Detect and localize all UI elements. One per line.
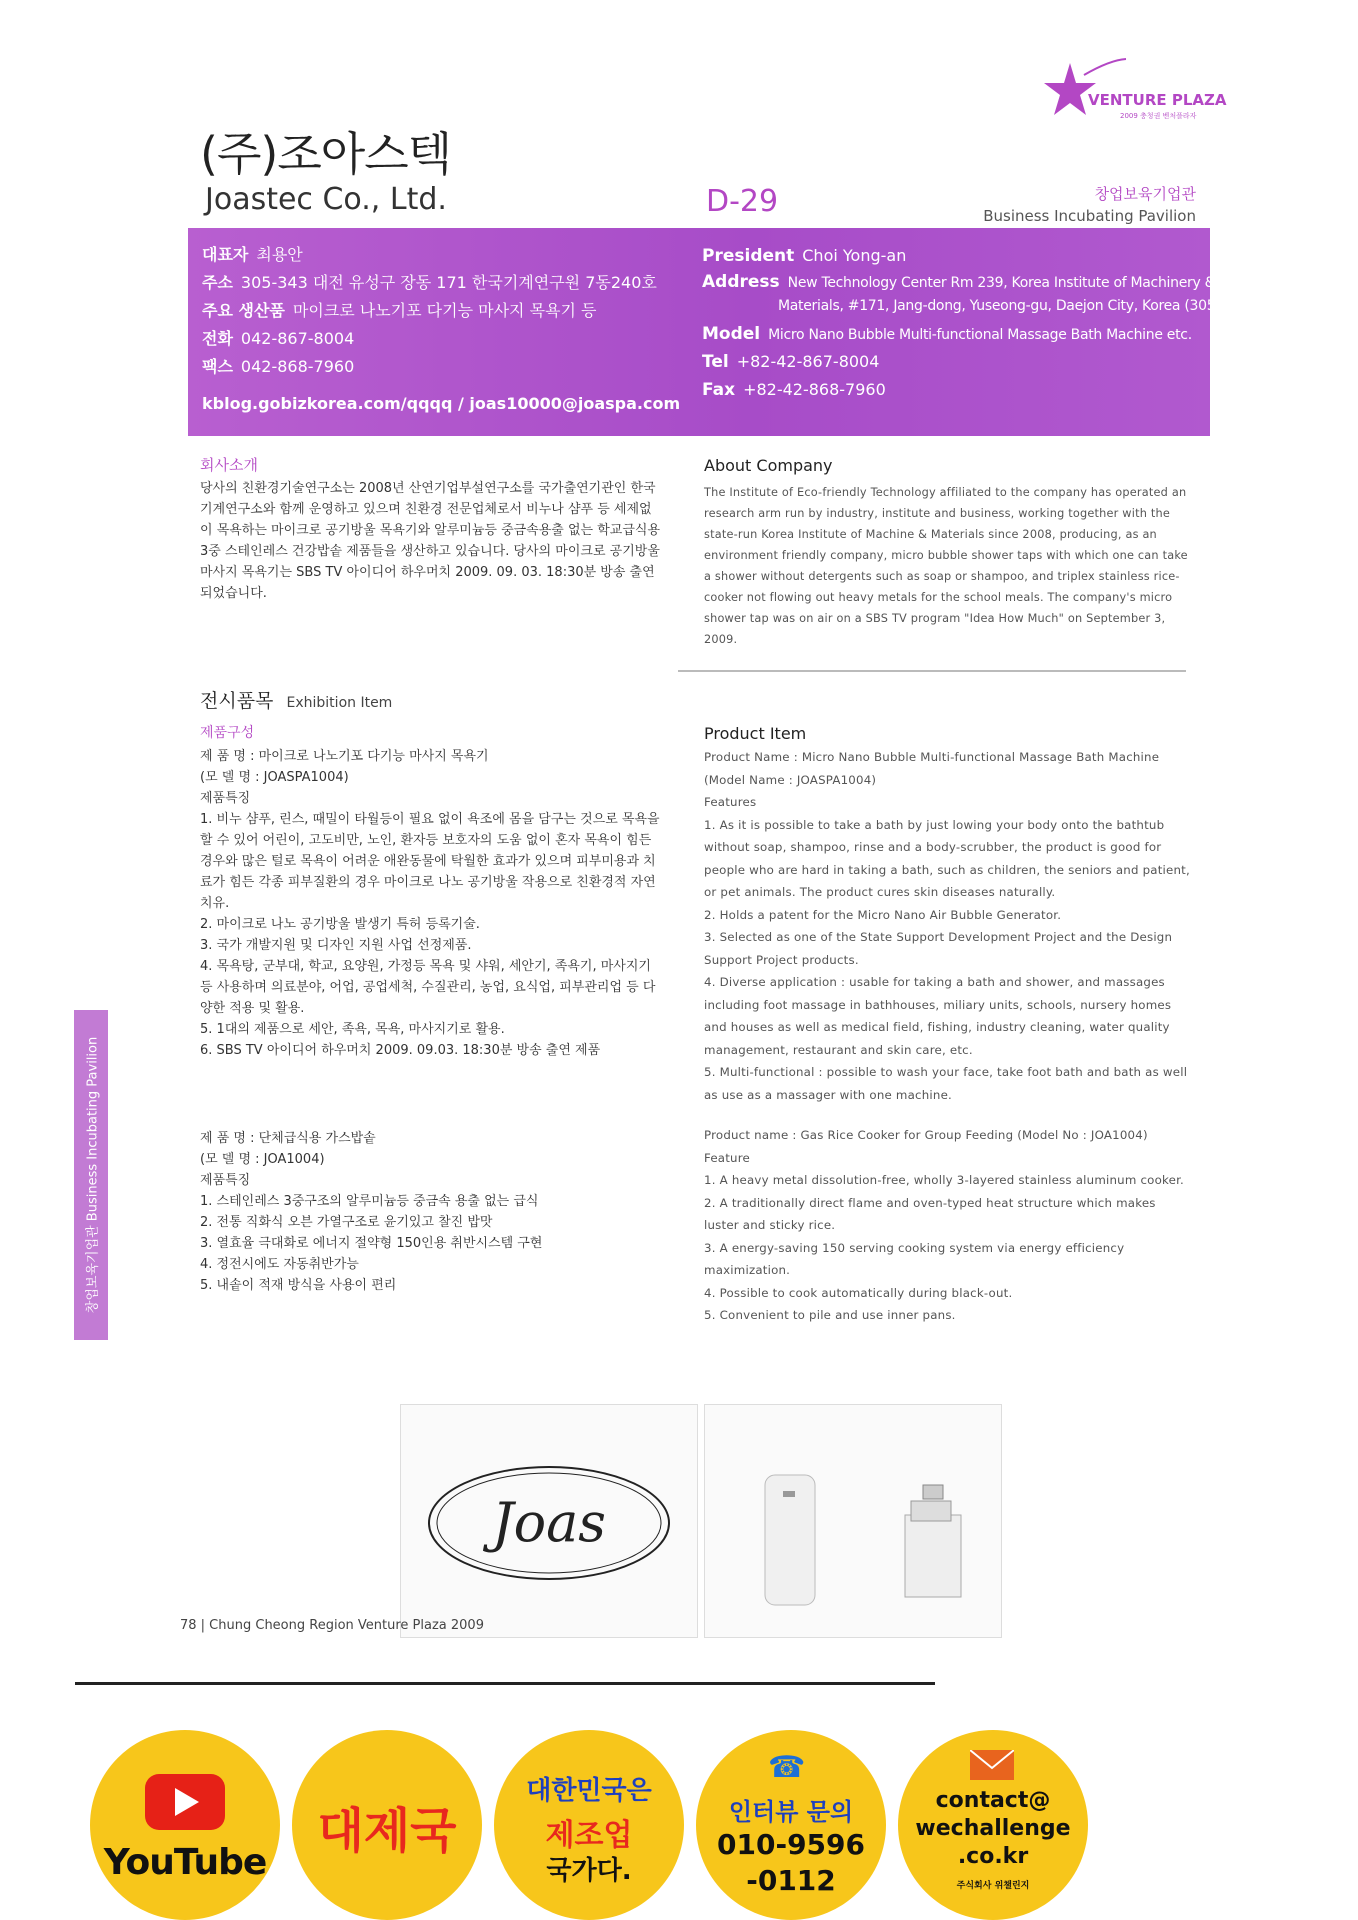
about-title-ko: 회사소개	[200, 456, 258, 474]
phone-icon: ☎	[768, 1750, 806, 1785]
company-label: 주식회사 위챌린지	[956, 1881, 1030, 1891]
contact-badge[interactable]	[898, 1730, 1088, 1920]
mail-icon	[970, 1750, 1014, 1780]
address-ko: 주소 305-343 대전 유성구 장동 171 한국기계연구원 7동240호	[202, 273, 657, 292]
exhibition-heading: 전시품목 Exhibition Item	[200, 690, 393, 712]
interview-label: 인터뷰 문의	[728, 1798, 854, 1826]
about-title-en: About Company	[704, 456, 833, 475]
products-illustration	[705, 1405, 1001, 1637]
daejeguk-badge[interactable]	[292, 1730, 482, 1920]
daejeguk-label: 대제국	[317, 1803, 457, 1859]
bottom-divider	[75, 1682, 935, 1685]
product-1-ko: 제 품 명 : 마이크로 나노기포 다기능 마사지 목욕기 (모 델 명 : JOASPA1004) 제품특징 1. 비누 샴푸, 린스, 때밀이 타월등이 필요 없이 욕조에 몸을 담구는 것으로 목욕을 할 수 있어 어린이, 고도비만, 노인, 환자등 보호자의 도움 없이 혼자 목욕이 힘든 경우와 많은 털로 목욕이 어려운 애완동물에 탁월한 효과가 있으며 피부미용과 치료가 힘든 각종 피부질환의 경우 마이크로 나노 공기방울 작용으로 친환경적 자연치유. 2. 마이크로 나노 공기방울 발생기 특허 등록기술. 3. 국가 개발지원 및 디자인 지원 사업 선정제품. 4. 목욕탕, 군부대, 학교, 요양원, 가정등 목욕 및 샤워, 세안기, 족욕기, 마사지기 등 사용하며 의료분야, 어업, 공업세척, 수질관리, 농업, 요식업, 피부관리업 등 다양한 적용 및 활용. 5. 1대의 제품으로 세안, 족욕, 목욕, 마사지기로 활용. 6. SBS TV 아이디어 하우머치 2009. 09.03. 18:30분 방송 출연 제품	[200, 749, 660, 1058]
about-body-ko: 당사의 친환경기술연구소는 2008년 산연기업부설연구소를 국가출연기관인 한국기계연구소와 함께 운영하고 있으며 친환경 전문업체로서 비누나 샴푸 등 세제없이 목욕하는 마이크로 공기방울 목욕기와 알루미늄등 중금속용출 없는 학교급식용 3중 스테인레스 건강밥솥 제품들을 생산하고 있습니다. 당사의 마이크로 공기방울 마사지 목욕기는 SBS TV 아이디어 하우머치 2009. 09. 03. 18:30분 방송 출연 되었습니다.	[200, 481, 661, 601]
joas-logo-text: Joas	[491, 1491, 607, 1554]
tel-en: Tel +82-42-867-8004	[702, 352, 880, 372]
product-item-title-en: Product Item	[704, 724, 807, 743]
model-en: Model Micro Nano Bubble Multi-functional Massage Bath Machine etc.	[702, 324, 1192, 344]
company-name-ko: (주)조아스텍	[200, 127, 452, 181]
company-name-en: Joastec Co., Ltd.	[205, 182, 447, 217]
youtube-badge[interactable]	[90, 1730, 280, 1920]
phone-line2: -0112	[746, 1864, 836, 1897]
products-ko: 주요 생산품 마이크로 나노기포 다기능 마사지 목욕기 등	[202, 301, 597, 320]
website-link[interactable]: kblog.gobizkorea.com/qqqq / joas10000@joaspa.com	[202, 394, 681, 413]
address-en-line2: Materials, #171, Jang-dong, Yuseong-gu, Daejon City, Korea (305-343)	[778, 298, 1252, 314]
pavilion-en: Business Incubating Pavilion	[983, 207, 1196, 225]
pavilion-ko: 창업보육기업관	[1094, 185, 1196, 203]
fax-ko: 팩스 042-868-7960	[202, 357, 355, 376]
product-item-title-ko: 제품구성	[200, 725, 255, 741]
logo-sub: 2009 충청권 벤처플라자	[1120, 112, 1197, 120]
ceo-ko: 대표자 최용안	[202, 245, 303, 264]
address-en: Address New Technology Center Rm 239, Korea Institute of Machinery &	[702, 272, 1216, 292]
president-en: President Choi Yong-an	[702, 246, 907, 266]
youtube-label: YouTube	[103, 1842, 267, 1883]
manufacturing-badge[interactable]	[494, 1730, 684, 1920]
product-1-en: Product Name : Micro Nano Bubble Multi-functional Massage Bath Machine (Model Name : JOASPA1004) Features 1. As it is possible to take a bath by just lowing your body onto the bathtub without soap, shampoo, rinse and a body-scrubber, the product is good for people who are hard in taking a bath, such as children, the seniors and patient, or pet animals. The product cures skin diseases naturally. 2. Holds a patent for the Micro Nano Air Bubble Generator. 3. Selected as one of the State Support Development Project and the Design Support Project products. 4. Diverse application : usable for taking a bath and shower, and massages including foot massage in bathhouses, miliary units, schools, nursery homes and houses as well as medical field, fishing, industry cleaning, water quality management, restaurant and skin care, etc. 5. Multi-functional : possible to wash your face, take foot bath and bath as well as use as a massager with one machine.	[704, 750, 1190, 1102]
contact-line2: wechallenge	[915, 1816, 1071, 1841]
youtube-icon	[145, 1774, 225, 1830]
fax-en: Fax +82-42-868-7960	[702, 380, 886, 400]
about-body-en: The Institute of Eco-friendly Technology affiliated to the company has operated an research arm run by industry, institute and business, working together with the state-run Korea Institute of Machine & Materials since 2008, producing, as an environment friendly company, micro bubble shower taps with which one can take a shower without detergents such as soap or shampoo, and triplex stainless rice-cooker not flowing out heavy metals for the school meals. The company's micro shower tap was on air on a SBS TV program "Idea How Much" on September 3, 2009.	[704, 486, 1188, 646]
contact-line1: contact@	[935, 1788, 1051, 1813]
product-photo	[704, 1404, 1002, 1638]
logo-text: VENTURE PLAZA	[1088, 91, 1227, 109]
contact-line3: .co.kr	[957, 1844, 1029, 1869]
product-2-en: Product name : Gas Rice Cooker for Group Feeding (Model No : JOA1004) Feature 1. A heavy metal dissolution-free, wholly 3-layered stainless aluminum cooker. 2. A traditionally direct flame and oven-typed heat structure which makes luster and sticky rice. 3. A energy-saving 150 serving cooking system via energy efficiency maximization. 4. Possible to cook automatically during black-out. 5. Convenient to pile and use inner pans.	[704, 1128, 1184, 1322]
joas-logo-image	[400, 1404, 698, 1638]
sidebar-label: 창업보육기업관 Business Incubating Pavilion	[85, 1036, 101, 1314]
badge-line3: 국가다.	[546, 1856, 632, 1886]
pavilion-sidebar-tab	[74, 1010, 108, 1340]
phone-line1: 010-9596	[717, 1828, 865, 1861]
product-2-ko: 제 품 명 : 단체급식용 가스밥솥 (모 델 명 : JOA1004) 제품특징 1. 스테인레스 3중구조의 알루미늄등 중금속 용출 없는 급식 2. 전통 직화식 오븐 가열구조로 윤기있고 찰진 밥맛 3. 열효율 극대화로 에너지 절약형 150인용 취반시스템 구현 4. 정전시에도 자동취반가능 5. 내솥이 적재 방식을 사용이 편리	[200, 1131, 543, 1293]
badge-line1: 대한민국은	[526, 1776, 652, 1806]
badge-line2: 제조업	[545, 1818, 633, 1853]
venture-plaza-logo	[1040, 55, 1227, 135]
booth-number: D-29	[706, 184, 779, 219]
section-divider	[678, 670, 1186, 672]
page-footer: 78 | Chung Cheong Region Venture Plaza 2009	[180, 1618, 484, 1633]
interview-badge[interactable]	[696, 1730, 886, 1920]
tel-ko: 전화 042-867-8004	[202, 329, 355, 348]
company-info-band	[188, 228, 1252, 436]
